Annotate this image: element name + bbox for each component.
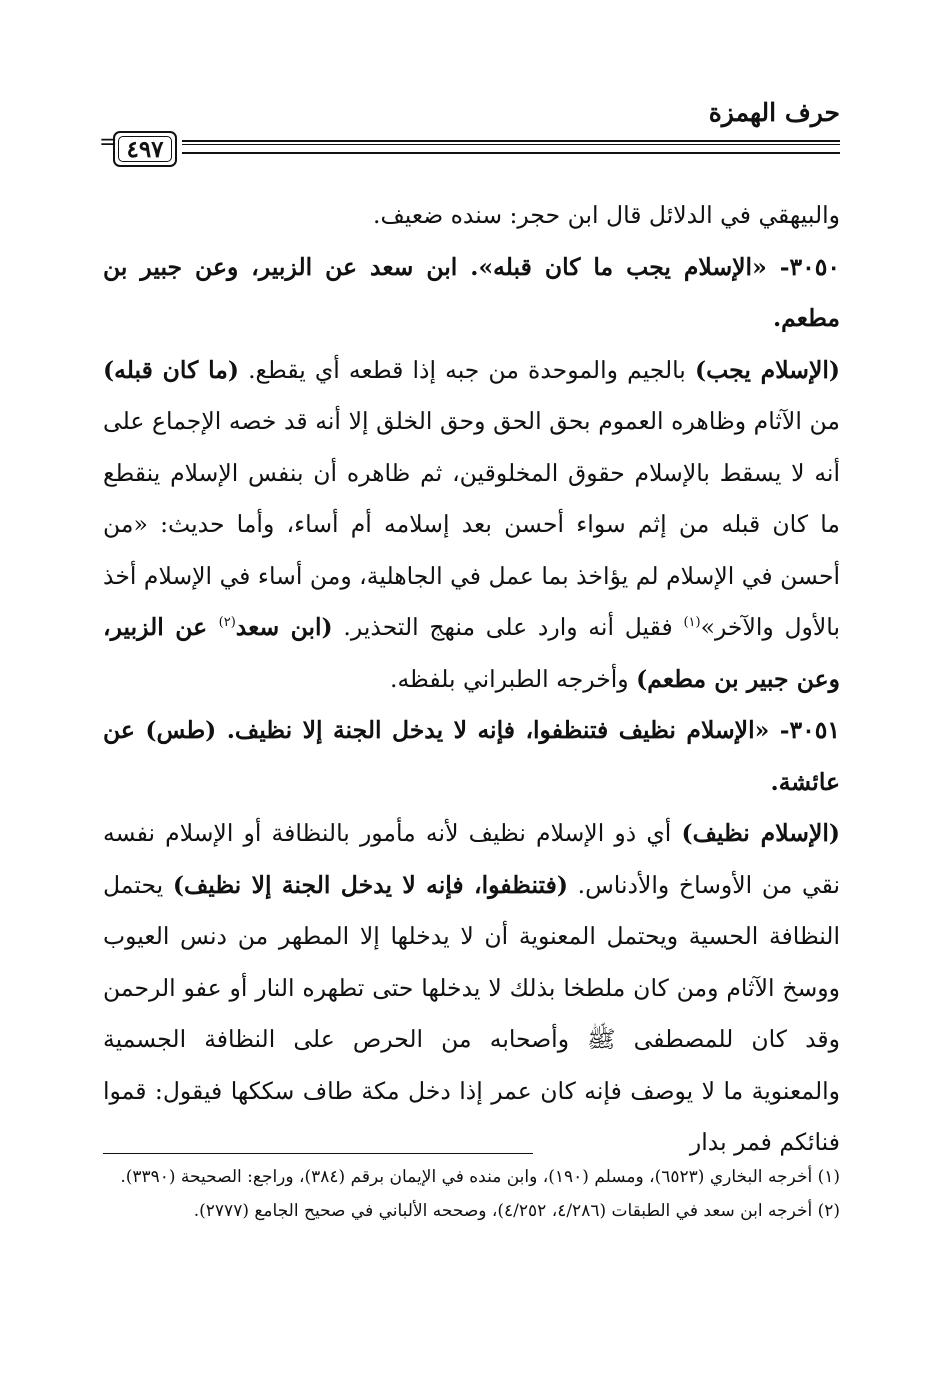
commentary-text: من الآثام وظاهره العموم بحق الحق وحق الخلق إلا أنه قد خصه الإجماع على أنه لا يسقط بالإسلام حقوق المخلوقين، ثم ظاهره أن بنفس الإسلام ينقطع ما كان قبله من إثم سواء أحسن بعد إسلامه أم أساء، وأما حديث: «من أحسن في الإسلام لم يؤاخذ بما عمل في الجاهلية، ومن أساء في الإسلام أخذ بالأول والآخر» <box>103 407 840 641</box>
footnote-divider <box>103 1153 533 1154</box>
source-citation: عن الزبير، وعن جبير بن مطعم) <box>103 613 840 693</box>
quoted-phrase: (ما كان قبله) <box>103 355 239 384</box>
quoted-phrase: (الإسلام يجب) <box>694 355 840 384</box>
header-ornament: = <box>99 130 118 155</box>
header-rule <box>182 140 840 154</box>
footnotes <box>103 1160 840 1228</box>
page-number: ٤٩٧ <box>113 131 177 167</box>
paragraph-intro: والبيهقي في الدلائل قال ابن حجر: سنده ضعيف. <box>372 201 840 229</box>
hadith-3051: ٣٠٥١- «الإسلام نظيف فتنظفوا، فإنه لا يدخل الجنة إلا نظيف. (طس) عن عائشة. <box>103 716 840 796</box>
commentary-3051 <box>103 808 840 1169</box>
quoted-phrase: (فتنظفوا، فإنه لا يدخل الجنة إلا نظيف) <box>172 870 568 899</box>
source-citation: (ابن سعد <box>235 613 333 641</box>
quoted-phrase: (الإسلام نظيف) <box>681 819 840 847</box>
commentary-text: بالجيم والموحدة من جبه إذا قطعه أي يقطع. <box>238 355 695 384</box>
footnote-ref-2[interactable]: (٢) <box>218 615 236 631</box>
commentary-text: وأخرجه الطبراني بلفظه. <box>389 664 637 693</box>
footnote-1: (١) أخرجه البخاري (٦٥٢٣)، ومسلم (١٩٠)، وابن منده في الإيمان برقم (٣٨٤)، وراجع: الصحيحة (٣٣٩٠). <box>120 1167 840 1187</box>
footnote-2: (٢) أخرجه ابن سعد في الطبقات (٤/٢٨٦، ٤/٢٥٢)، وصححه الألباني في صحيح الجامع (٢٧٧٧). <box>193 1201 840 1221</box>
commentary-text: فقيل أنه وارد على منهج التحذير. <box>332 613 684 641</box>
commentary-text: أي ذو الإسلام نظيف لأنه مأمور بالنظافة أو الإسلام نفسه نقي من الأوساخ والأدناس. <box>103 819 841 899</box>
chapter-title: حرف الهمزة <box>708 98 840 127</box>
commentary-3050 <box>103 345 840 706</box>
footnote-ref-1[interactable]: (١) <box>683 615 701 631</box>
commentary-text: يحتمل النظافة الحسية ويحتمل المعنوية أن لا يدخلها إلا المطهر من دنس العيوب ووسخ الآثام ومن كان ملطخا بذلك لا يدخلها حتى تطهره النار أو عفو الرحمن وقد كان للمصطفى ﷺ وأصحابه من الحرص على النظافة الجسمية والمعنوية ما لا يوصف فإنه كان عمر إذا دخل مكة طاف سككها فيقول: قموا فنائكم فمر بدار <box>103 870 840 1156</box>
main-text <box>103 190 840 1169</box>
hadith-3050: ٣٠٥٠- «الإسلام يجب ما كان قبله». ابن سعد عن الزبير، وعن جبير بن مطعم. <box>103 252 840 332</box>
